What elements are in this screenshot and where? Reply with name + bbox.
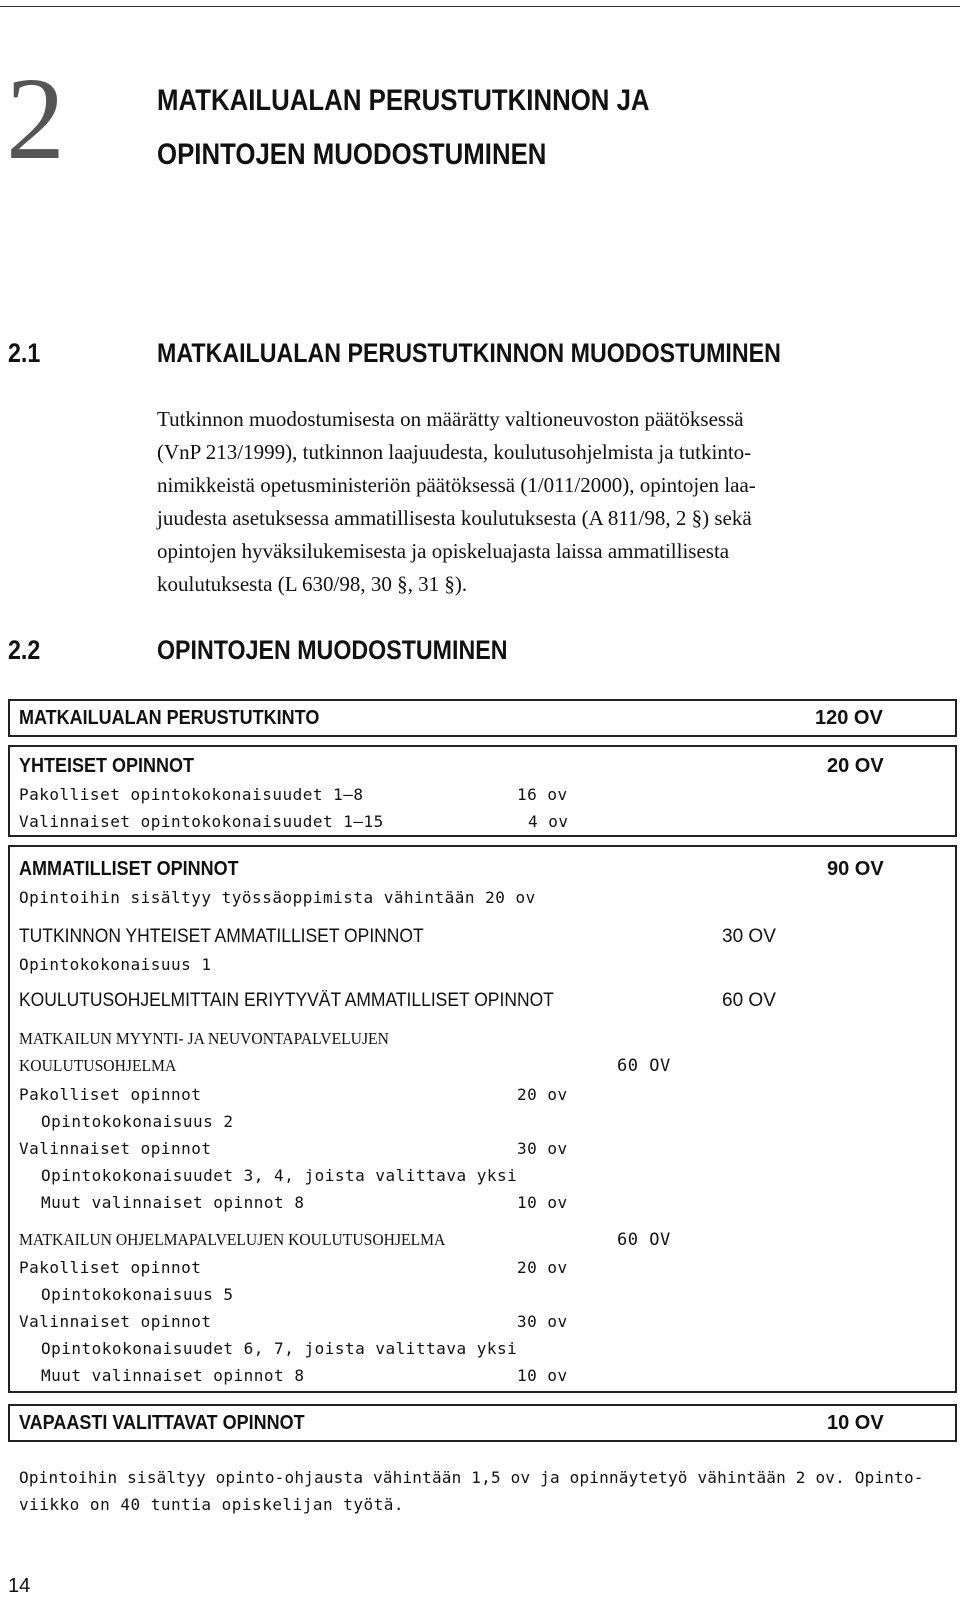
section1-line-2: (VnP 213/1999), tutkinnon laajuudesta, koulutusohjelmista ja tutkinto- <box>157 440 752 464</box>
page-number: 14 <box>8 1575 31 1597</box>
footnote-line1: Opintoihin sisältyy opinto-ohjausta vähintään 1,5 ov ja opinnäytetyö vähintään 2 ov. Opinto- <box>19 1468 924 1487</box>
total-label: MATKAILUALAN PERUSTUTKINTO <box>19 707 320 729</box>
footnote-line2: viikko on 40 tuntia opiskelijan työtä. <box>19 1495 405 1514</box>
program1-muut-value: 10 ov <box>517 1193 568 1212</box>
yhteiset-row2-label: Valinnaiset opintokokonaisuudet 1–15 <box>19 812 384 831</box>
yhteiset-row1-value: 16 ov <box>517 785 568 804</box>
program2-muut-label: Muut valinnaiset opinnot 8 <box>41 1366 305 1385</box>
ammatilliset-note: Opintoihin sisältyy työssäoppimista vähintään 20 ov <box>19 888 536 907</box>
tutkinnon-yhteiset-label: TUTKINNON YHTEISET AMMATILLISET OPINNOT <box>19 926 424 947</box>
section1-number: 2.1 <box>8 338 41 368</box>
section2-number: 2.2 <box>8 635 41 665</box>
program1-value: 60 OV <box>617 1056 671 1076</box>
program1-valinnaiset-label: Valinnaiset opinnot <box>19 1139 212 1158</box>
program2-pakolliset-label: Pakolliset opinnot <box>19 1258 202 1277</box>
program2-valinnaiset-value: 30 ov <box>517 1312 568 1331</box>
program2-pakolliset-value: 20 ov <box>517 1258 568 1277</box>
section1-line-4: juudesta asetuksessa ammatillisesta koulutuksesta (A 811/98, 2 §) sekä <box>157 506 752 530</box>
yhteiset-label: YHTEISET OPINNOT <box>19 755 195 777</box>
program1-pakolliset-sub: Opintokokonaisuus 2 <box>41 1112 234 1131</box>
program1-valinnaiset-sub: Opintokokonaisuudet 3, 4, joista valittava yksi <box>41 1166 518 1185</box>
tutkinnon-yhteiset-value: 30 OV <box>722 926 776 947</box>
section1-line-5: opintojen hyväksilukemisesta ja opiskeluajasta laissa ammatillisesta <box>157 539 730 563</box>
section1-line-1: Tutkinnon muodostumisesta on määrätty valtioneuvoston päätöksessä <box>157 407 744 431</box>
section1-line-6: koulutuksesta (L 630/98, 30 §, 31 §). <box>157 572 468 596</box>
top-rule <box>0 6 960 7</box>
program2-valinnaiset-sub: Opintokokonaisuudet 6, 7, joista valittava yksi <box>41 1339 518 1358</box>
section1-title: MATKAILUALAN PERUSTUTKINNON MUODOSTUMINEN <box>157 338 781 368</box>
program2-valinnaiset-label: Valinnaiset opinnot <box>19 1312 212 1331</box>
yhteiset-row1-label: Pakolliset opintokokonaisuudet 1–8 <box>19 785 364 804</box>
chapter-title-line2: OPINTOJEN MUODOSTUMINEN <box>157 138 547 171</box>
ammatilliset-label: AMMATILLISET OPINNOT <box>19 858 239 880</box>
koulutusohjelmittain-value: 60 OV <box>722 990 776 1011</box>
chapter-number: 2 <box>6 53 65 184</box>
tutkinnon-yhteiset-sub: Opintokokonaisuus 1 <box>19 955 212 974</box>
yhteiset-row2-value: 4 ov <box>528 812 569 831</box>
section2-title: OPINTOJEN MUODOSTUMINEN <box>157 635 508 665</box>
program2-muut-value: 10 ov <box>517 1366 568 1385</box>
chapter-title-line1: MATKAILUALAN PERUSTUTKINNON JA <box>157 84 650 117</box>
section1-line-3: nimikkeistä opetusministeriön päätöksessä (1/011/2000), opintojen laa- <box>157 473 756 497</box>
koulutusohjelmittain-label: KOULUTUSOHJELMITTAIN ERIYTYVÄT AMMATILLISET OPINNOT <box>19 990 554 1011</box>
vapaasti-label: VAPAASTI VALITTAVAT OPINNOT <box>19 1412 305 1434</box>
program1-muut-label: Muut valinnaiset opinnot 8 <box>41 1193 305 1212</box>
program1-title-line2: KOULUTUSOHJELMA <box>19 1056 177 1075</box>
yhteiset-value: 20 OV <box>827 755 884 777</box>
program1-valinnaiset-value: 30 ov <box>517 1139 568 1158</box>
program2-value: 60 OV <box>617 1230 671 1250</box>
total-value: 120 OV <box>815 707 883 729</box>
ammatilliset-value: 90 OV <box>827 858 884 880</box>
program1-title-line1: MATKAILUN MYYNTI- JA NEUVONTAPALVELUJEN <box>19 1029 389 1048</box>
program2-pakolliset-sub: Opintokokonaisuus 5 <box>41 1285 234 1304</box>
program1-pakolliset-label: Pakolliset opinnot <box>19 1085 202 1104</box>
program2-title: MATKAILUN OHJELMAPALVELUJEN KOULUTUSOHJELMA <box>19 1230 446 1249</box>
vapaasti-value: 10 OV <box>827 1412 884 1434</box>
program1-pakolliset-value: 20 ov <box>517 1085 568 1104</box>
